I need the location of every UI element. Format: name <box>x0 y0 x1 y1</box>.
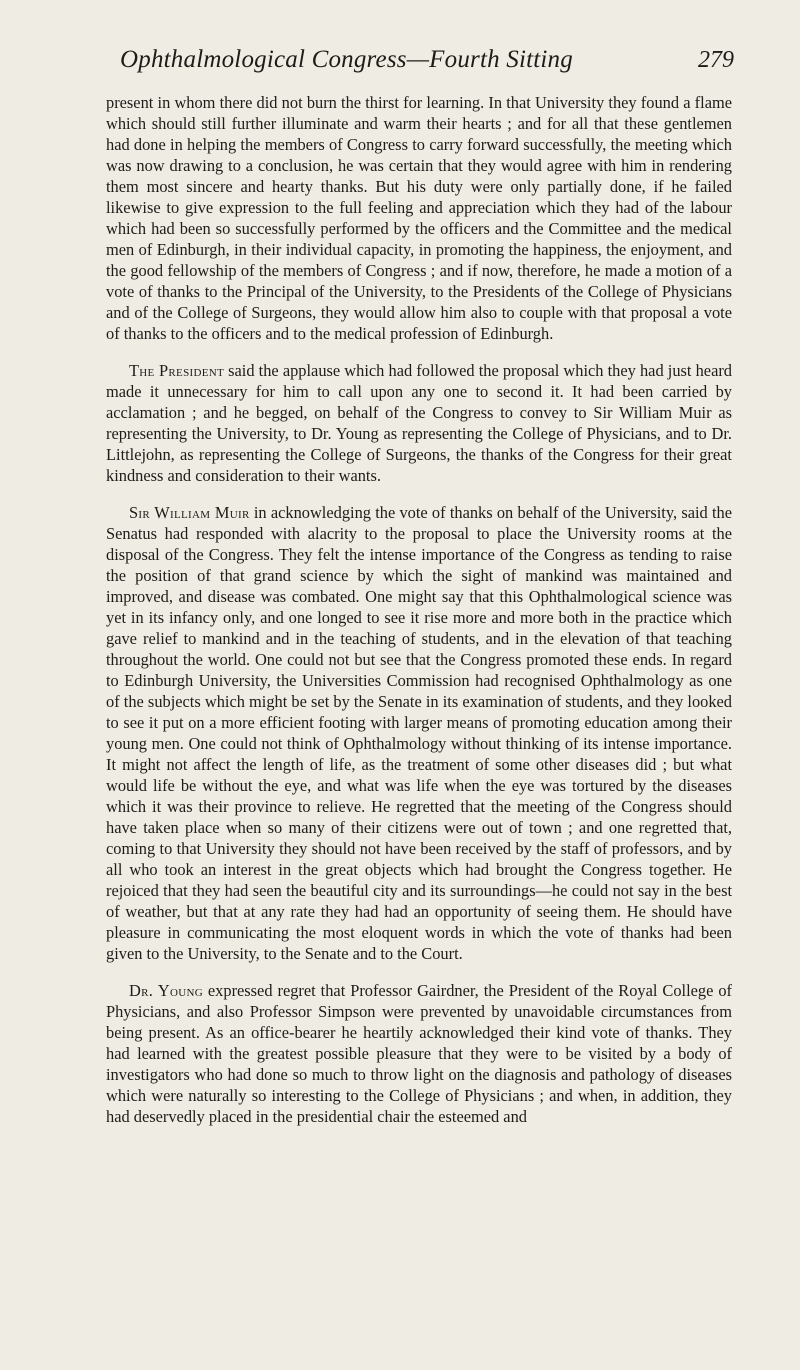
paragraph-text: present in whom there did not burn the thirst for learning. In that University they found a flame which should still further illuminate and warm their hearts ; and for all that these gentlemen had done in helping the members of Congress to carry forward successfully, the meeting which was now drawing to a conclusion, he was certain that they would agree with him in rendering them most sincere and hearty thanks. But his duty were only partially done, if he failed likewise to give expression to the full feeling and appreciation which they had of the labour which had been so successfully performed by the officers and the Committee and the medical men of Edinburgh, in their individual capacity, in promoting the happiness, the enjoyment, and the good fellowship of the members of Congress ; and if now, therefore, he made a motion of a vote of thanks to the Principal of the University, to the Presidents of the College of Physicians and of the College of Surgeons, they would allow him also to couple with that proposal a vote of thanks to the officers and to the medical profession of Edinburgh. <box>106 93 732 343</box>
speaker-name: Sir William Muir <box>129 503 250 522</box>
page-number: 279 <box>698 47 734 73</box>
paragraph-text: said the applause which had followed the proposal which they had just heard made it unnecessary for him to call upon any one to second it. It had been carried by acclamation ; and he begged, on behalf of the Congress to convey to Sir William Muir as representing the University, to Dr. Young as representing the College of Physicians, and to Dr. Littlejohn, as representing the College of Surgeons, the thanks of the Congress for their great kindness and consideration to their wants. <box>106 361 732 485</box>
paragraph-text: in acknowledging the vote of thanks on behalf of the University, said the Senatus had responded with alacrity to the proposal to place the University rooms at the disposal of the Congress. They felt the intense importance of the Congress as tending to raise the position of that grand science by which the sight of mankind was maintained and improved, and disease was combated. One might say that this Ophthalmological science was yet in its infancy only, and one longed to see it rise more and more both in the practice which gave relief to mankind and in the teaching of students, and in the elevation of that teaching throughout the world. One could not but see that the Congress promoted these ends. In regard to Edinburgh University, the Universities Commission had recognised Ophthalmology as one of the subjects which might be set by the Senate in its examination of students, and they looked to see it put on a more efficient footing with larger means of promoting education among their young men. One could not think of Ophthalmology without thinking of its intense importance. It might not affect the length of life, as the treatment of some other diseases did ; but what would life be without the eye, and what was life when the eye was tortured by the diseases which it was their province to relieve. He regretted that the meeting of the Congress should have taken place when so many of their citizens were out of town ; and one regretted that, coming to that University they should not have been received by the staff of professors, and by all who took an interest in the great objects which had brought the Congress together. He rejoiced that they had seen the beautiful city and its surroundings—he could not say in the best of weather, but that at any rate they had had an opportunity of seeing them. He should have pleasure in communicating the most eloquent words in which the vote of thanks had been given to the University, to the Senate and to the Court. <box>106 503 732 963</box>
running-title: Ophthalmological Congress—Fourth Sitting <box>120 46 573 73</box>
paragraph-text: expressed regret that Professor Gairdner, the President of the Royal College of Physicians, and also Professor Simpson were prevented by unavoidable circumstances from being present. As an office-bearer he heartily acknowledged their kind vote of thanks. They had learned with the greatest possible pleasure that they were to be visited by a body of investigators who had done so much to throw light on the diagnosis and pathology of diseases which were naturally so interesting to the College of Physicians ; and when, in addition, they had deservedly placed in the presidential chair the esteemed and <box>106 981 732 1126</box>
running-head <box>120 46 734 86</box>
speaker-name: Dr. Young <box>129 981 203 1000</box>
paragraph-sir-william-muir <box>106 502 732 964</box>
paragraph-continuation <box>106 92 732 344</box>
paragraph-president <box>106 360 732 486</box>
body-text <box>106 92 732 1127</box>
speaker-name: The President <box>129 361 224 380</box>
paragraph-dr-young <box>106 980 732 1127</box>
